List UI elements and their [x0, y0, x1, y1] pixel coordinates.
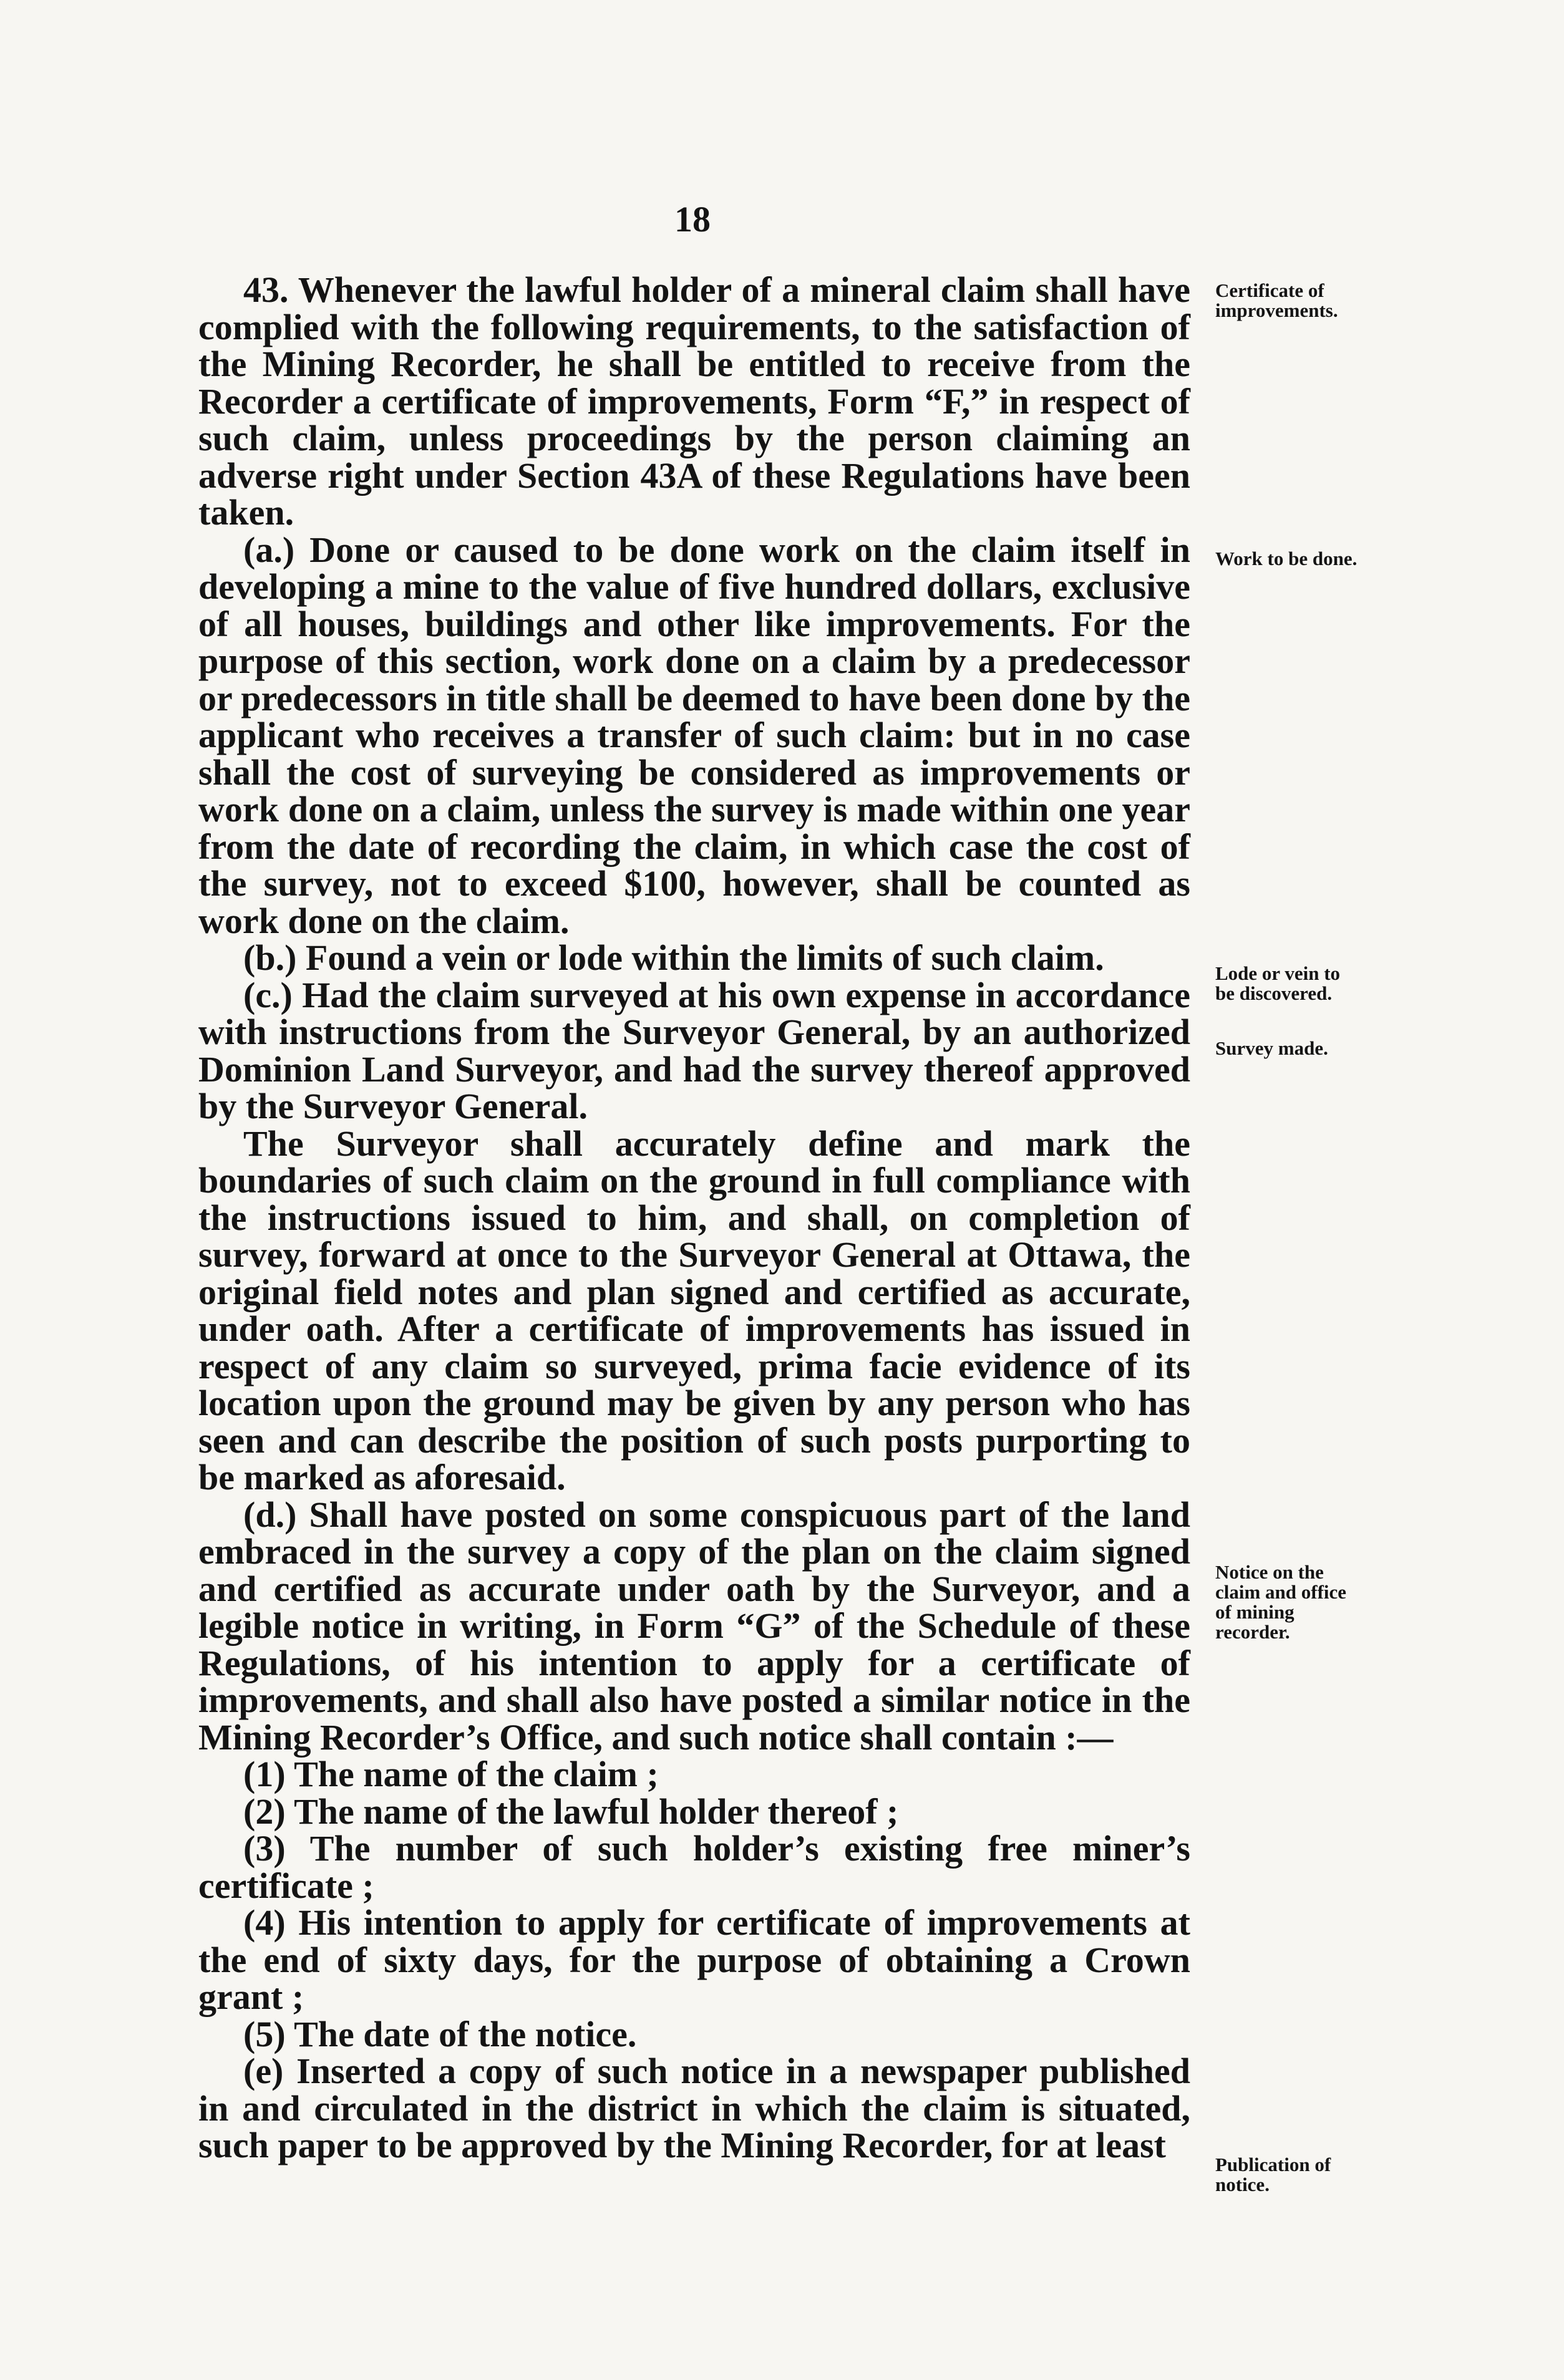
body-text — [198, 271, 1190, 2164]
paragraph-b: (b.) Found a vein or lode within the limits of such claim. — [243, 937, 1104, 978]
list-item-2: (2) The name of the lawful holder thereof ; — [243, 1791, 899, 1832]
margin-note-lode: Lode or vein to be discovered. — [1215, 962, 1341, 1004]
list-item-4: (4) His intention to apply for certificate of improvements at the end of sixty days, for the purpose of obtaining a Crown grant ; — [198, 1902, 1190, 2017]
paragraph-surveyor: The Surveyor shall accurately define and mark the boundaries of such claim on the ground in full compliance with the instructions issued to him, and shall, on completion of survey, forward at once to the Surveyor General at Ottawa, the original field notes and plan signed and certified as accurate, under oath. After a certificate of improvements has issued in respect of any claim so surveyed, prima facie evidence of its location upon the ground may be given by any person who has seen and can describe the position of such posts purporting to be marked as aforesaid. — [198, 1123, 1190, 1497]
list-item-1: (1) The name of the claim ; — [243, 1754, 659, 1794]
list-item-5: (5) The date of the notice. — [243, 2013, 637, 2054]
paragraph-d: (d.) Shall have posted on some conspicuous part of the land embraced in the survey a copy of the plan on the claim signed and certified as accurate under oath by the Surveyor, and a legible notice in writing, in Form “G” of the Schedule of these Regulations, of his intention to apply for a certificate of improvements, and shall also have posted a similar notice in the Mining Recorder’s Office, and such notice shall contain :— — [198, 1494, 1190, 1758]
paragraph-c: (c.) Had the claim surveyed at his own expense in accordance with instructions from the Surveyor General, by an authorized Dominion Land Surveyor, and had the survey thereof approved by the Surveyor General. — [198, 974, 1190, 1126]
page-number: 18 — [674, 199, 711, 239]
margin-note-survey: Survey made. — [1215, 1037, 1328, 1059]
margin-note-work: Work to be done. — [1215, 548, 1358, 569]
margin-note-notice: Notice on the claim and office of mining recorder. — [1215, 1561, 1347, 1643]
paragraph-a: (a.) Done or caused to be done work on the claim itself in developing a mine to the value of five hundred dollars, exclusive of all houses, buildings and other like improvements. For the purpose of this section, work done on a claim by a predecessor or predecessors in title shall be deemed to have been done by the applicant who receives a transfer of such claim: but in no case shall the cost of surveying be considered as improvements or work done on a claim, unless the survey is made within one year from the date of recording the claim, in which case the cost of the survey, not to exceed $100, however, shall be counted as work done on the claim. — [198, 529, 1190, 941]
list-item-3: (3) The number of such holder’s existing free miner’s certificate ; — [198, 1828, 1190, 1906]
paragraph-43: 43. Whenever the lawful holder of a mineral claim shall have complied with the following requirements, to the satisfaction of the Mining Recorder, he shall be entitled to receive from the Recorder a certificate of improvements, Form “F,” in respect of such claim, unless proceedings by the person claiming an adverse right under Section 43A of these Regulations have been taken. — [198, 269, 1190, 533]
margin-note-publication: Publication of notice. — [1215, 2154, 1331, 2195]
margin-note-certificate: Certificate of improvements. — [1215, 279, 1338, 321]
paragraph-e: (e) Inserted a copy of such notice in a newspaper published in and circulated in the district in which the claim is situated, such paper to be approved by the Mining Recorder, for at least — [198, 2051, 1190, 2165]
